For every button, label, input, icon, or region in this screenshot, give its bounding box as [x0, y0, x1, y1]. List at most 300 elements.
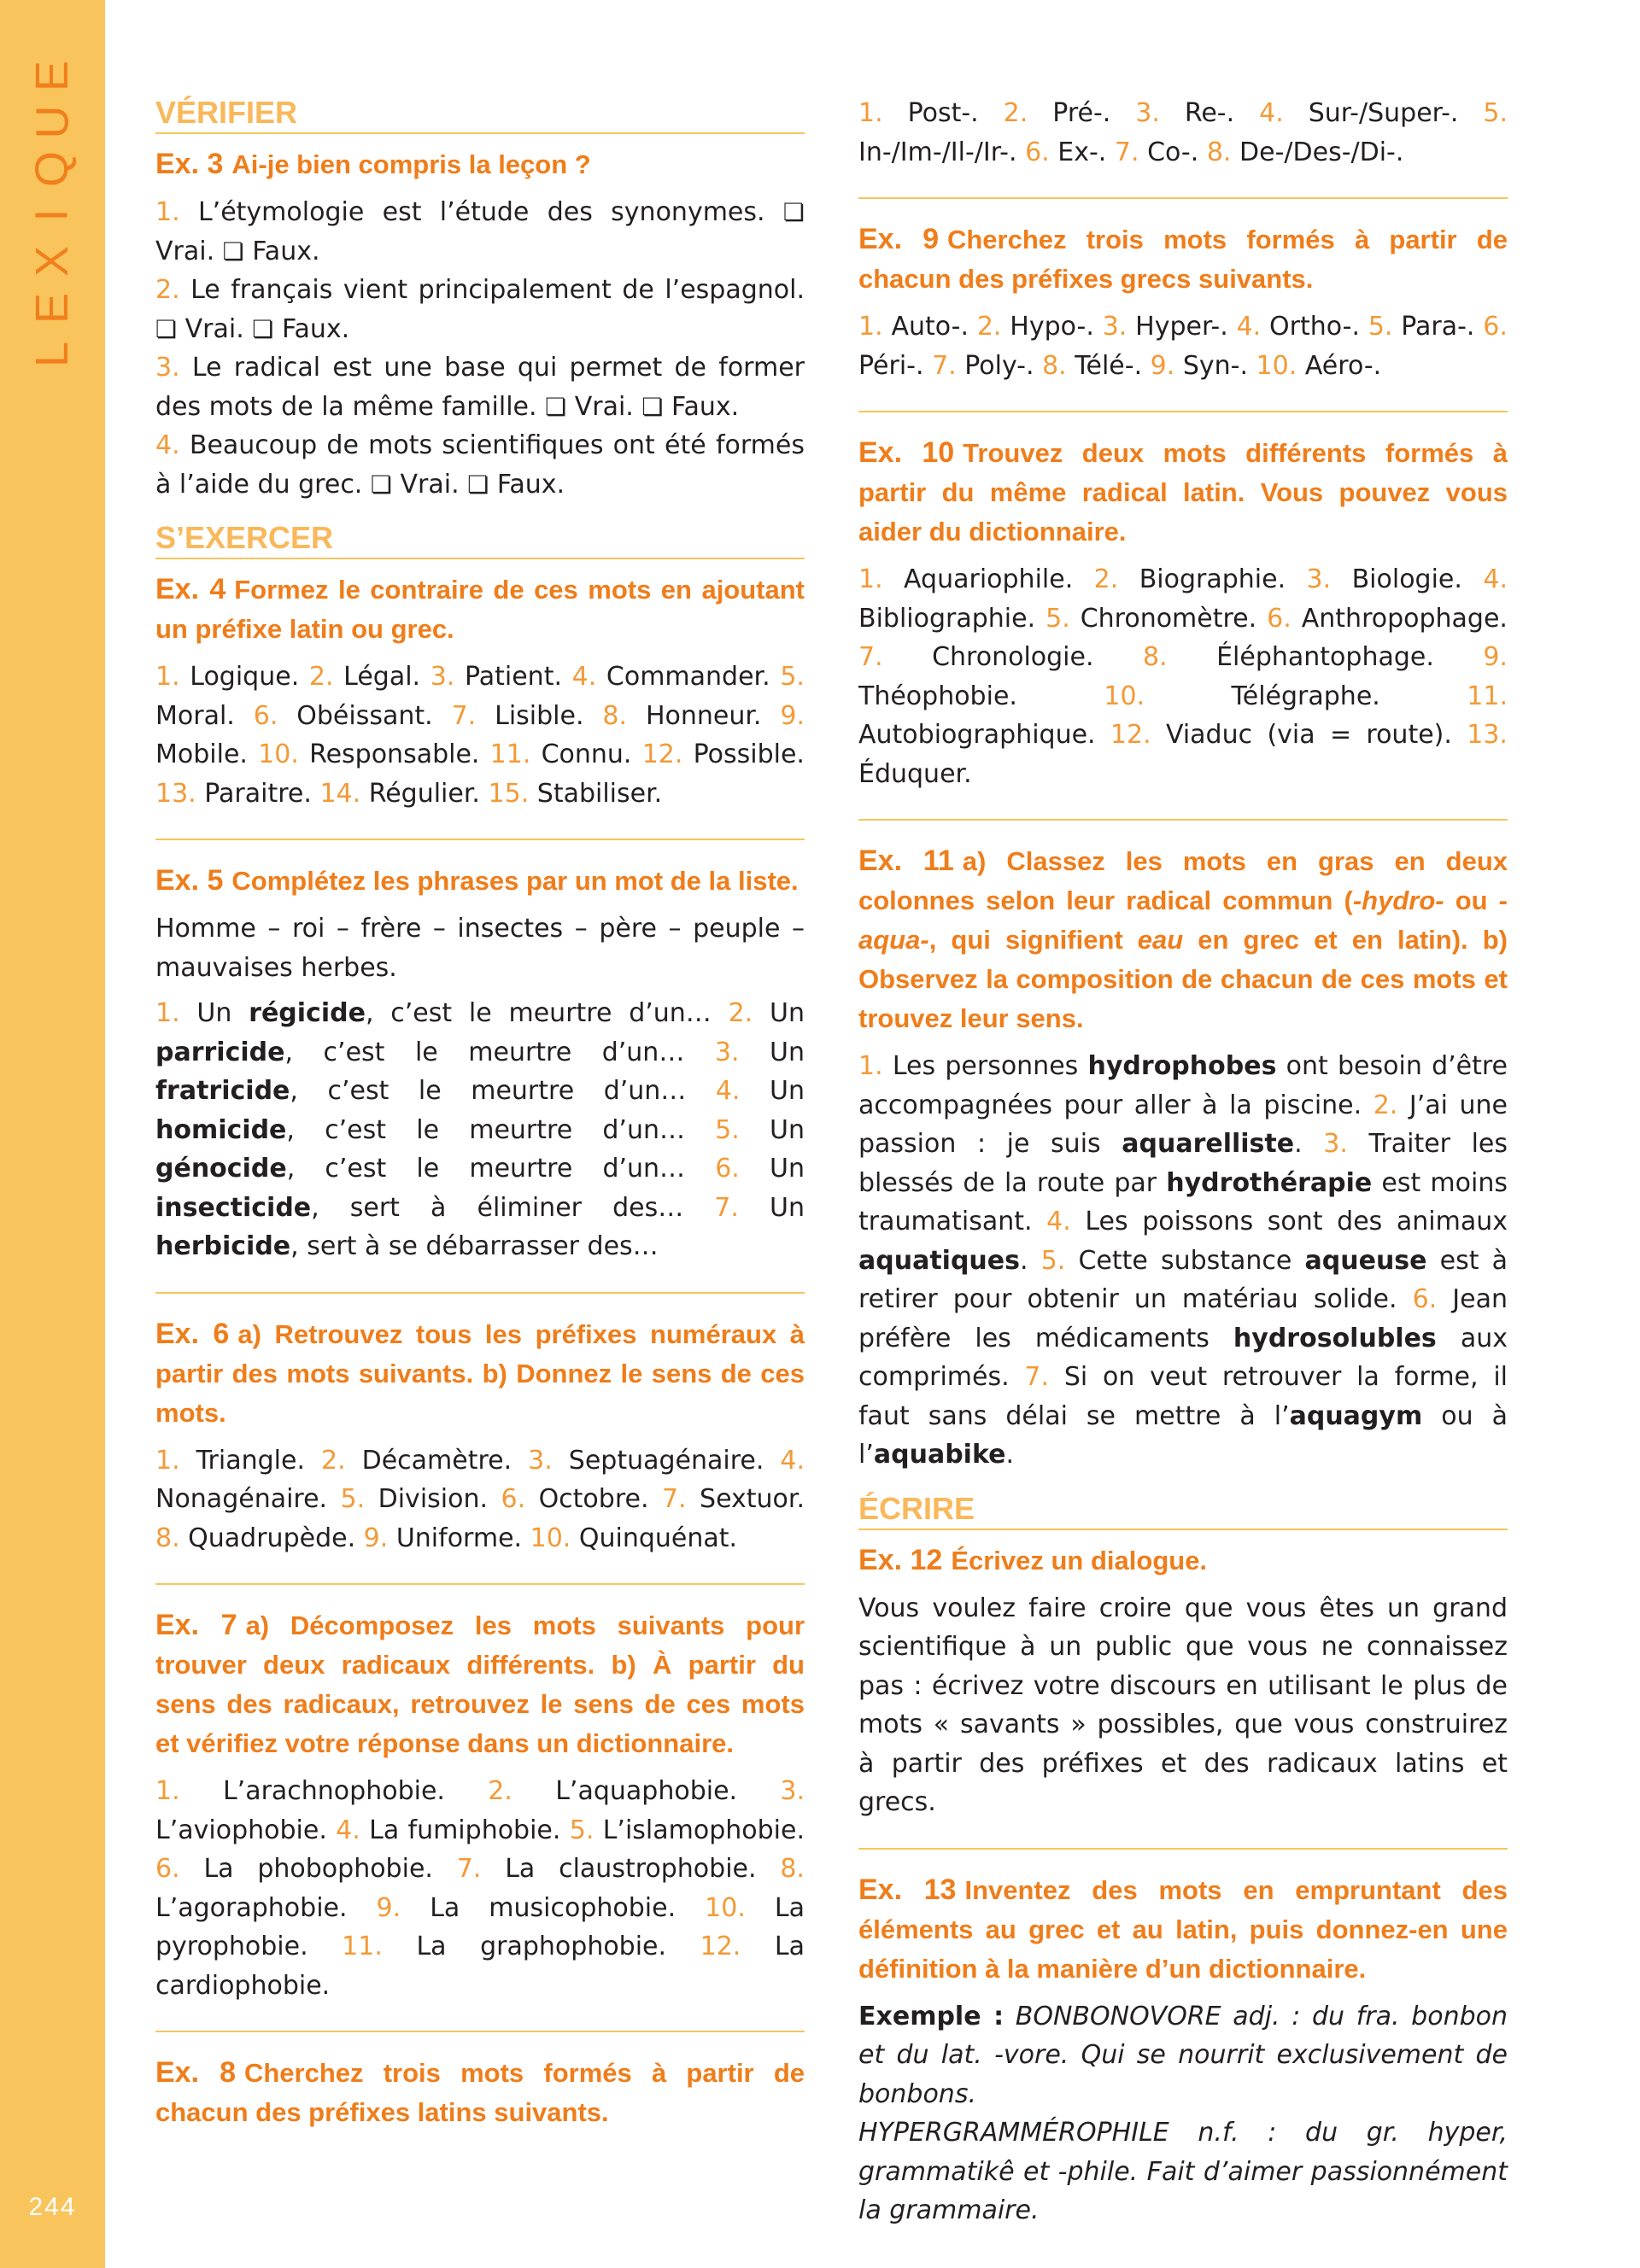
item-number: 5.: [1368, 312, 1393, 342]
item-number: 2.: [1003, 98, 1028, 128]
ex8-word: Pré-.: [1052, 98, 1111, 128]
item-number: 11.: [1467, 681, 1508, 711]
ex6-title: a) Retrouvez tous les préfixes numéraux à partir des mots suivants. b) Donnez le sens de ces mots.: [155, 1318, 805, 1428]
ex5-word: génocide: [155, 1154, 287, 1184]
item-number: 1.: [155, 998, 180, 1029]
ex7-word: La cardiophobie.: [155, 1932, 805, 2001]
item-number: 3.: [430, 662, 455, 693]
ex10-word: Viaduc: [1165, 720, 1253, 750]
section-label-lexique: [26, 53, 79, 377]
ex6-word: Sextuor.: [700, 1484, 805, 1515]
item-number: 1.: [155, 662, 180, 693]
ex5-word-list: Homme – roi – frère – insectes – père – peuple – mauvaises herbes.: [155, 914, 805, 983]
ex12-title: Écrivez un dialogue.: [951, 1545, 1208, 1575]
ex3-number: Ex. 3: [155, 148, 224, 181]
ex11-eau: eau: [1137, 925, 1184, 955]
ex8-title: Cherchez trois mots formés à partir de chacun des préfixes latins suivants.: [155, 2058, 805, 2128]
ex3-statement: Le radical est une base qui permet de former des mots de la même famille.: [155, 353, 805, 422]
ex3-statement: L’étymologie est l’étude des synonymes.: [197, 197, 783, 228]
label-letter: U: [26, 105, 78, 139]
item-number: 6.: [715, 1154, 740, 1184]
item-number: 10.: [705, 1892, 746, 1923]
checkbox-icon: ❏: [222, 237, 244, 266]
checkbox-icon: ❏: [467, 470, 489, 499]
ex7-words: [155, 1772, 805, 2005]
ex11-block: [858, 819, 1508, 1475]
ex8-prefix-list: [858, 94, 1508, 172]
ex8-number: Ex. 8: [155, 2056, 236, 2090]
ex7-word: L’islamophobie.: [602, 1815, 805, 1845]
ex11-s4-pre: Les poissons sont des animaux: [1085, 1207, 1508, 1236]
item-number: 2.: [308, 662, 334, 693]
ex4-word: Responsable.: [309, 739, 480, 770]
item-number: 5.: [1483, 98, 1508, 128]
item-number: 1.: [155, 1776, 180, 1807]
item-number: 10.: [1256, 350, 1297, 381]
ex9-word: Poly-.: [964, 350, 1034, 381]
ex5-post: , c’est le meurtre d’un…: [290, 1076, 716, 1107]
checkbox-icon: ❏: [641, 392, 664, 421]
item-number: 7.: [661, 1484, 687, 1515]
item-number: 1.: [155, 1445, 180, 1476]
item-number: 4.: [715, 1076, 741, 1107]
ex6-word: Uniforme.: [395, 1523, 523, 1553]
item-number: 2.: [1373, 1090, 1398, 1120]
item-number: 10.: [258, 739, 299, 770]
checkbox-icon: ❏: [370, 470, 392, 499]
ex5-pre: Un: [770, 1037, 805, 1067]
ex10-word: Anthropophage.: [1301, 603, 1508, 634]
sidebar: [0, 0, 105, 2268]
ex5-word: fratricide: [155, 1076, 290, 1107]
item-number: 5.: [1040, 1245, 1066, 1276]
item-number: 7.: [714, 1192, 739, 1223]
ex10-word: Chronologie.: [932, 642, 1094, 672]
vrai-option: Vrai.: [566, 391, 642, 422]
ex5-post: , c’est le meurtre d’un…: [365, 998, 729, 1029]
ex8-word: Co-.: [1147, 137, 1199, 167]
item-number: 2.: [1093, 564, 1119, 594]
ex5-title: Complétez les phrases par un mot de la liste.: [231, 866, 799, 897]
ex10-block: [858, 411, 1508, 793]
ex5-word: herbicide: [155, 1231, 291, 1262]
ex11-aqua: -aqua-: [858, 886, 1508, 955]
ex3-item: [155, 426, 805, 504]
ex10-word: Télégraphe.: [1231, 681, 1380, 711]
item-number: 8.: [1042, 350, 1067, 381]
ex9-word: Télé-.: [1075, 350, 1143, 381]
ex4-word: Régulier.: [368, 778, 480, 809]
ex4-word: Commander.: [606, 662, 770, 693]
item-number: 3.: [1135, 98, 1160, 128]
ex8-word: Ex-.: [1057, 137, 1107, 167]
ex7-word: L’aviophobie.: [155, 1815, 327, 1845]
ex7-word: La musicophobie.: [430, 1892, 676, 1923]
ex7-heading: [155, 1605, 805, 1763]
item-number: 4.: [1046, 1207, 1071, 1236]
ex10-word: Chronomètre.: [1080, 603, 1257, 634]
ex5-post: , c’est le meurtre d’un…: [286, 1114, 716, 1145]
item-number: 8.: [155, 1523, 180, 1553]
ex4-word: Moral.: [155, 700, 235, 731]
right-column: [858, 94, 1508, 2230]
ex11-s6-pre: Jean préfère les médicaments: [858, 1284, 1508, 1353]
vrai-option: Vrai.: [155, 236, 223, 266]
item-number: 9.: [1483, 642, 1508, 672]
item-number: 12.: [1110, 720, 1151, 750]
ex8-block: [155, 2031, 805, 2132]
item-number: 4.: [571, 662, 597, 693]
ex11-s2-post: .: [1294, 1129, 1303, 1159]
item-number: 6.: [1267, 603, 1292, 634]
section-sexercer: S’EXERCER: [155, 519, 805, 559]
checkbox-icon: ❏: [155, 314, 178, 343]
ex9-number: Ex. 9: [858, 223, 939, 255]
item-number: 14.: [319, 778, 361, 809]
ex9-word: Hyper-.: [1135, 312, 1228, 342]
ex5-pre: Un: [770, 1114, 805, 1145]
item-number: 11.: [342, 1932, 383, 1962]
item-number: 6.: [1483, 312, 1508, 342]
ex9-words: [858, 307, 1508, 385]
label-letter: L: [26, 341, 78, 367]
ex11-s1-word: hydrophobes: [1087, 1051, 1277, 1081]
ex5-pre: Un: [770, 1154, 805, 1184]
ex13-example: [858, 1997, 1508, 2230]
item-number: 2.: [155, 275, 191, 306]
ex10-words: [858, 560, 1508, 793]
item-number: 5.: [715, 1114, 740, 1145]
item-number: 1.: [858, 312, 883, 342]
ex11-hydro: -hydro-: [1352, 886, 1444, 915]
ex11-s1-post: ont besoin d’être accompagnées pour aller à la piscine.: [858, 1051, 1508, 1120]
ex7-word: La phobophobie.: [203, 1854, 433, 1885]
ex4-word: Obéissant.: [296, 700, 433, 731]
item-number: 8.: [780, 1854, 805, 1885]
item-number: 3.: [1323, 1129, 1348, 1159]
ex5-word: régicide: [249, 998, 366, 1029]
ex6-word: Quadrupède.: [188, 1523, 356, 1553]
ex11-s1-pre: Les personnes: [892, 1051, 1088, 1081]
ex12-text: Vous voulez faire croire que vous êtes un grand scientifique à un public que vous ne connaissez pas : écrivez votre discours en utilisant le plus de mots « savants » possibles, que vous construirez à partir des préfixes et des radicaux latins et grecs.: [858, 1593, 1508, 1818]
ex7-word: L’arachnophobie.: [222, 1776, 445, 1807]
ex4-word: Mobile.: [155, 739, 248, 770]
ex11-s2-word: aquarelliste: [1122, 1129, 1295, 1159]
left-column: [155, 94, 805, 2141]
ex11-heading: [858, 841, 1508, 1038]
item-number: 13.: [1467, 720, 1508, 750]
ex9-word: Auto-.: [891, 312, 969, 342]
ex11-s4-word: aquatiques: [858, 1245, 1020, 1276]
item-number: 1.: [858, 1051, 883, 1081]
ex3-title: Ai-je bien compris la leçon ?: [231, 149, 591, 180]
ex10-word: Bibliographie.: [858, 603, 1036, 634]
ex7-word: L’agoraphobie.: [155, 1892, 348, 1923]
ex10-title: Trouvez deux mots différents formés à partir du même radical latin. Vous pouvez vous aider du dictionnaire.: [858, 438, 1508, 547]
item-number: 4.: [780, 1445, 805, 1476]
item-number: 6.: [1412, 1284, 1438, 1314]
ex5-word: parricide: [155, 1037, 285, 1067]
ex6-word: Décamètre.: [361, 1445, 512, 1476]
ex3-statement: Beaucoup de mots scientifiques ont été formés à l’aide du grec.: [155, 430, 805, 500]
ex13-block: [858, 1848, 1508, 2230]
ex11-s5-word: aqueuse: [1304, 1245, 1427, 1276]
ex8-word: In-/Im-/Il-/Ir-.: [858, 137, 1017, 167]
ex9-word: Péri-.: [858, 350, 924, 381]
ex10-word: Théophobie.: [858, 681, 1017, 711]
ex12-number: Ex. 12: [858, 1543, 943, 1576]
ex3-item: [155, 271, 805, 348]
item-number: 15.: [488, 778, 530, 809]
ex11-s4-post: .: [1019, 1245, 1028, 1276]
ex11-title-c: en grec et en latin). b) Observez la composition de chacun de ces mots et trouvez leur sens.: [858, 925, 1508, 1033]
item-number: 8.: [1206, 137, 1232, 167]
ex3-heading: [155, 144, 805, 184]
ex4-heading: [155, 570, 805, 649]
ex6-word: Division.: [378, 1484, 489, 1515]
ex8-word: De-/Des-/Di-.: [1239, 137, 1404, 167]
ex9-word: Hypo-.: [1010, 312, 1094, 342]
ex10-via-note: (via = route).: [1267, 720, 1467, 750]
item-number: 5.: [780, 662, 805, 693]
item-number: 7.: [456, 1854, 482, 1885]
item-number: 2.: [728, 998, 753, 1029]
ex11-s7-mid: ou à l’: [858, 1400, 1508, 1470]
ex11-s2-pre: J’ai une passion : je suis: [858, 1090, 1508, 1159]
ex5-phrases: [155, 994, 805, 1266]
item-number: 2.: [976, 312, 1002, 342]
ex3-item: [155, 193, 805, 271]
item-number: 3.: [714, 1037, 740, 1067]
ex10-heading: [858, 433, 1508, 552]
item-number: 10.: [1104, 681, 1145, 711]
ex7-word: La claustrophobie.: [505, 1854, 757, 1885]
ex6-word: Quinquénat.: [578, 1523, 738, 1553]
faux-option: Faux.: [273, 313, 350, 344]
ex5-post: , sert à éliminer des…: [311, 1192, 715, 1223]
ex4-title: Formez le contraire de ces mots en ajoutant un préfixe latin ou grec.: [155, 575, 805, 645]
ex4-word: Paraitre.: [204, 778, 312, 809]
ex9-heading: [858, 219, 1508, 299]
ex4-number: Ex. 4: [155, 573, 226, 606]
ex13-title: Inventez des mots en empruntant des éléments au grec et au latin, puis donnez-en une définition à la manière d’un dictionnaire.: [858, 1874, 1508, 1984]
ex6-word: Nonagénaire.: [155, 1484, 328, 1515]
ex11-s7-word: aquagym: [1289, 1400, 1423, 1431]
ex5-post: , c’est le meurtre d’un…: [284, 1037, 715, 1067]
faux-option: Faux.: [243, 236, 320, 266]
ex11-ou: ou: [1444, 886, 1499, 915]
item-number: 9.: [376, 1892, 401, 1923]
ex10-word: Biographie.: [1139, 564, 1286, 594]
label-letter: I: [26, 208, 78, 222]
item-number: 3.: [155, 353, 192, 383]
ex7-word: La fumiphobie.: [369, 1815, 561, 1845]
ex4-word: Possible.: [693, 739, 805, 770]
item-number: 8.: [602, 700, 628, 731]
ex9-word: Syn-.: [1182, 350, 1248, 381]
item-number: 9.: [363, 1523, 389, 1553]
ex11-s6-post: aux comprimés.: [858, 1323, 1508, 1392]
ex5-word: insecticide: [155, 1192, 312, 1223]
ex9-word: Aéro-.: [1304, 350, 1382, 381]
example-bonbonovore: BONBONOVORE adj. : du fra. bonbon et du lat. -vore. Qui se nourrit exclusivement de bonbons.: [858, 2001, 1508, 2109]
checkbox-icon: ❏: [252, 314, 274, 343]
item-number: 4.: [1236, 312, 1262, 342]
item-number: 6.: [253, 700, 278, 731]
item-number: 7.: [1114, 137, 1139, 167]
ex6-word: Triangle.: [196, 1445, 305, 1476]
item-number: 7.: [858, 642, 883, 672]
item-number: 3.: [1306, 564, 1332, 594]
ex5-word: homicide: [155, 1114, 287, 1145]
item-number: 4.: [155, 430, 190, 461]
ex9-word: Para-.: [1401, 312, 1475, 342]
item-number: 5.: [340, 1484, 366, 1515]
item-number: 13.: [155, 778, 196, 809]
ex6-number: Ex. 6: [155, 1317, 230, 1350]
item-number: 6.: [501, 1484, 526, 1515]
ex7-word: L’aquaphobie.: [555, 1776, 738, 1807]
item-number: 1.: [858, 564, 883, 594]
ex4-words: [155, 658, 805, 813]
ex8-word: Re-.: [1184, 98, 1235, 128]
item-number: 9.: [1150, 350, 1175, 381]
ex8-word: Sur-/Super-.: [1308, 98, 1459, 128]
item-number: 5.: [569, 1815, 594, 1845]
ex6-word: Octobre.: [538, 1484, 649, 1515]
ex5-post: , sert à se débarrasser des…: [290, 1231, 659, 1262]
ex7-title: a) Décomposez les mots suivants pour trouver deux radicaux différents. b) À partir du sens des radicaux, retrouvez le sens de ces mots et vérifiez votre réponse dans un dictionnaire.: [155, 1610, 805, 1759]
item-number: 9.: [780, 700, 805, 731]
ex13-number: Ex. 13: [858, 1873, 957, 1906]
ex5-pre: Un: [770, 1076, 805, 1107]
ex8-word: Post-.: [907, 98, 979, 128]
ex12-heading: [858, 1540, 1508, 1581]
example-label: Exemple :: [858, 2001, 1004, 2031]
ex9-block: [858, 197, 1508, 385]
ex10-number: Ex. 10: [858, 436, 955, 469]
item-number: 4.: [336, 1815, 360, 1845]
faux-option: Faux.: [489, 469, 565, 500]
ex11-title-b: , qui signifient: [928, 925, 1138, 955]
item-number: 10.: [530, 1523, 571, 1553]
item-number: 2.: [320, 1445, 346, 1476]
item-number: 1.: [155, 197, 198, 228]
item-number: 3.: [780, 1776, 805, 1807]
label-letter: X: [26, 246, 78, 278]
item-number: 11.: [489, 739, 531, 770]
vrai-option: Vrai.: [392, 469, 468, 500]
ex4-word: Connu.: [541, 739, 632, 770]
ex6-words: [155, 1441, 805, 1558]
ex10-word: Autobiographique.: [858, 720, 1096, 750]
ex10-word: Éduquer.: [858, 758, 972, 789]
ex11-s3-pre: Traiter les blessés de la route par: [858, 1129, 1508, 1198]
ex9-title: Cherchez trois mots formés à partir de chacun des préfixes grecs suivants.: [858, 225, 1508, 294]
item-number: 6.: [1025, 137, 1050, 167]
ex6-word: Septuagénaire.: [568, 1445, 764, 1476]
section-ecrire: ÉCRIRE: [858, 1490, 1508, 1530]
ex7-number: Ex. 7: [155, 1609, 237, 1642]
ex10-word: Aquariophile.: [904, 564, 1074, 594]
section-verifier: VÉRIFIER: [155, 94, 805, 134]
item-number: 7.: [1024, 1362, 1050, 1392]
ex4-word: Lisible.: [495, 700, 584, 731]
ex5-number: Ex. 5: [155, 864, 224, 897]
ex11-sentences: [858, 1047, 1508, 1475]
item-number: 6.: [155, 1854, 180, 1885]
ex11-number: Ex. 11: [858, 845, 954, 877]
item-number: 3.: [1102, 312, 1128, 342]
ex3-list: [155, 193, 805, 504]
label-letter: E: [26, 292, 78, 324]
ex7-block: [155, 1583, 805, 2005]
ex11-s5-post: est à retirer pour obtenir un matériau solide.: [858, 1245, 1508, 1314]
ex11-s3-word: hydrothérapie: [1166, 1167, 1373, 1198]
ex11-s6-word: hydrosolubles: [1233, 1323, 1437, 1353]
ex11-s7-pre: Si on veut retrouver la forme, il faut sans délai se mettre à l’: [858, 1362, 1508, 1431]
ex5-pre: Un: [770, 998, 805, 1029]
page-number: 244: [28, 2193, 77, 2221]
ex4-word: Logique.: [190, 662, 300, 693]
ex7-word: La graphophobie.: [416, 1932, 667, 1962]
ex5-block: [155, 839, 805, 1266]
ex13-heading: [858, 1870, 1508, 1989]
ex4-word: Stabiliser.: [536, 778, 663, 809]
item-number: 5.: [1046, 603, 1070, 634]
checkbox-icon: ❏: [782, 198, 805, 227]
ex5-heading: [155, 861, 805, 901]
vrai-option: Vrai.: [177, 313, 253, 344]
ex11-title-a: a) Classez les mots en gras en deux colonnes selon leur radical commun (: [858, 846, 1508, 915]
ex4-word: Patient.: [465, 662, 562, 693]
ex5-pre: Un: [770, 1192, 805, 1223]
ex5-pre: Un: [196, 998, 249, 1029]
ex3-item: [155, 348, 805, 426]
ex10-word: Éléphantophage.: [1216, 642, 1434, 672]
item-number: 2.: [488, 1776, 512, 1807]
ex11-s7-word2: aquabike: [873, 1440, 1006, 1470]
ex7-word: La pyrophobie.: [155, 1892, 805, 1962]
label-letter: E: [26, 60, 78, 92]
ex4-word: Légal.: [343, 662, 421, 693]
ex10-word: Biologie.: [1351, 564, 1462, 594]
ex11-s7-post: .: [1005, 1440, 1014, 1470]
item-number: 8.: [1142, 642, 1168, 672]
ex5-post: , c’est le meurtre d’un…: [286, 1154, 716, 1184]
item-number: 4.: [1483, 564, 1508, 594]
ex6-heading: [155, 1314, 805, 1433]
ex11-s5-pre: Cette substance: [1078, 1245, 1305, 1276]
item-number: 4.: [1259, 98, 1284, 128]
item-number: 1.: [858, 98, 883, 128]
ex4-word: Honneur.: [645, 700, 762, 731]
example-hypergrammerophile: HYPERGRAMMÉROPHILE n.f. : du gr. hyper, grammatikê et -phile. Fait d’aimer passionnément la grammaire.: [858, 2118, 1508, 2226]
checkbox-icon: ❏: [545, 392, 567, 421]
ex8-heading: [155, 2053, 805, 2132]
ex11-s3-post: est moins traumatisant.: [858, 1167, 1508, 1236]
item-number: 12.: [641, 739, 683, 770]
ex3-statement: Le français vient principalement de l’espagnol.: [190, 275, 805, 306]
ex9-word: Ortho-.: [1269, 312, 1360, 342]
label-letter: Q: [26, 150, 78, 187]
item-number: 3.: [528, 1445, 553, 1476]
faux-option: Faux.: [663, 391, 740, 422]
item-number: 7.: [932, 350, 957, 381]
ex6-block: [155, 1292, 805, 1558]
item-number: 12.: [700, 1932, 741, 1962]
item-number: 7.: [451, 700, 477, 731]
